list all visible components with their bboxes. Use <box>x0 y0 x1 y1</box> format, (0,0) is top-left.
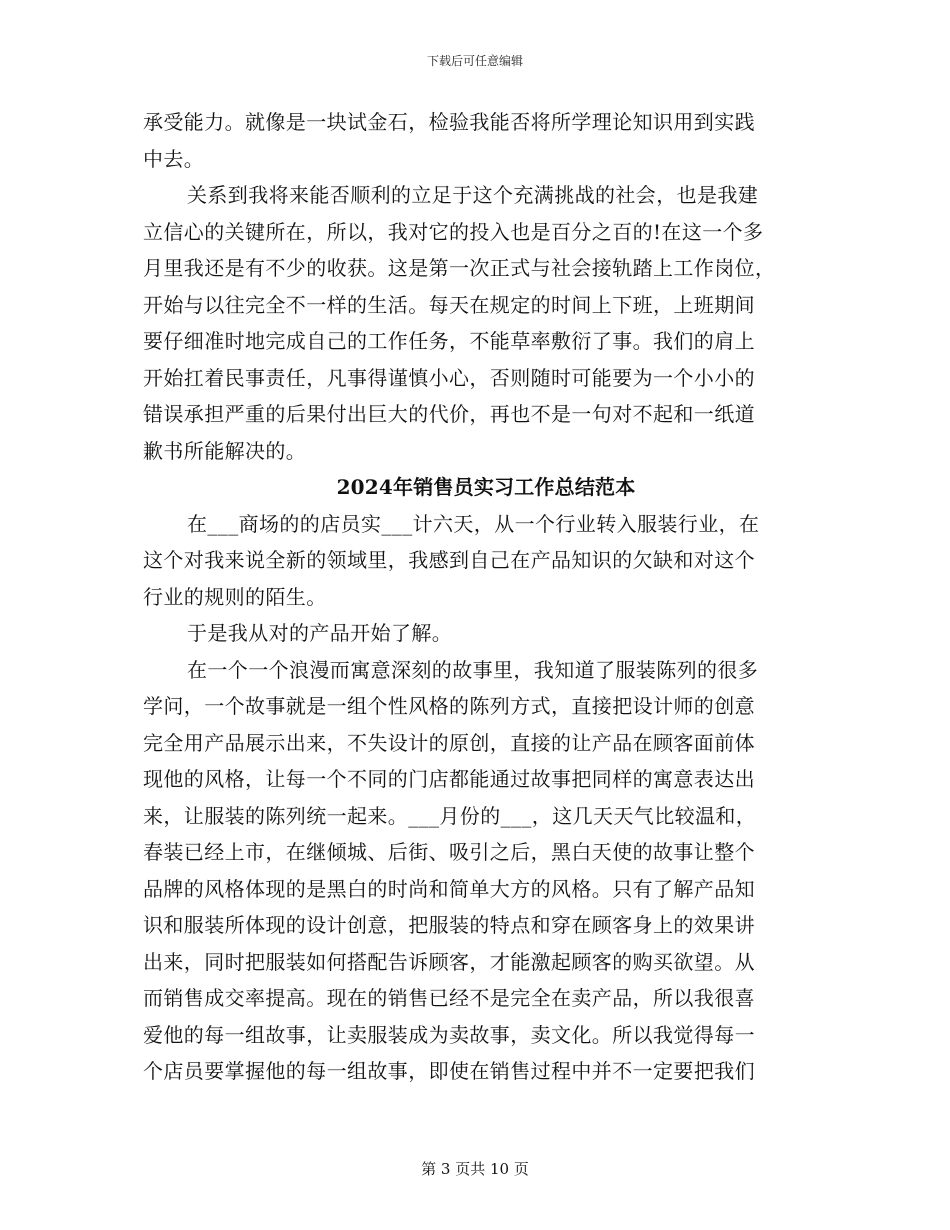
text-line: 行业的规则的陌生。 <box>143 584 327 609</box>
text-line: 来，让服装的陈列统一起来。___月份的___，这几天天气比较温和， <box>143 803 757 828</box>
text-line: 现他的风格，让每一个不同的门店都能通过故事把同样的寓意表达出 <box>143 767 755 791</box>
text-line: 在一个一个浪漫而寓意深刻的故事里，我知道了服装陈列的很多 <box>187 657 759 682</box>
text-line: 承受能力。就像是一块试金石，检验我能否将所学理论知识用到实践 <box>143 110 755 134</box>
text-line: 要仔细准时地完成自己的工作任务，不能草率敷衍了事。我们的肩上 <box>143 329 755 353</box>
text-line: 开始扛着民事责任，凡事得谨慎小心，否则随时可能要为一个小小的 <box>143 365 755 390</box>
text-line: 而销售成交率提高。现在的销售已经不是完全在卖产品，所以我很喜 <box>143 986 755 1010</box>
text-line: 中去。 <box>143 146 205 171</box>
text-line: 春装已经上市，在继倾城、后街、吸引之后，黑白天使的故事让整个 <box>143 840 755 864</box>
text-line: 品牌的风格体现的是黑白的时尚和简单大方的风格。只有了解产品知 <box>143 876 755 901</box>
text-line: 错误承担严重的后果付出巨大的代价，再也不是一句对不起和一纸道 <box>143 402 755 426</box>
text-line: 关系到我将来能否顺利的立足于这个充满挑战的社会，也是我建 <box>187 183 759 207</box>
header-note: 下载后可任意编辑 <box>426 54 523 68</box>
text-line: 立信心的关键所在，所以，我对它的投入也是百分之百的!在这一个多 <box>143 219 764 244</box>
section-heading: 2024年销售员实习工作总结范本 <box>336 475 636 499</box>
text-line: 出来，同时把服装如何搭配告诉顾客，才能激起顾客的购买欲望。从 <box>143 949 755 974</box>
text-line: 于是我从对的产品开始了解。 <box>187 621 453 645</box>
text-line: 月里我还是有不少的收获。这是第一次正式与社会接轨踏上工作岗位， <box>143 256 776 280</box>
text-line: 爱他的每一组故事，让卖服装成为卖故事，卖文化。所以我觉得每一 <box>143 1022 755 1047</box>
text-line: 完全用产品展示出来，不失设计的原创，直接的让产品在顾客面前体 <box>143 730 755 755</box>
text-line: 学问，一个故事就是一组个性风格的陈列方式，直接把设计师的创意 <box>143 694 755 718</box>
text-line: 歉书所能解决的。 <box>143 438 307 463</box>
text-line: 开始与以往完全不一样的生活。每天在规定的时间上下班，上班期间 <box>143 292 755 317</box>
text-line: 这个对我来说全新的领域里，我感到自己在产品知识的欠缺和对这个 <box>143 548 755 572</box>
text-line: 在___商场的的店员实___计六天，从一个行业转入服装行业，在 <box>187 511 760 536</box>
page-number: 第 3 页共 10 页 <box>421 1160 529 1178</box>
text-line: 识和服装所体现的设计创意，把服装的特点和穿在顾客身上的效果讲 <box>143 913 755 937</box>
text-line: 个店员要掌握他的每一组故事，即使在销售过程中并不一定要把我们 <box>143 1059 755 1083</box>
document-body <box>143 104 803 1090</box>
